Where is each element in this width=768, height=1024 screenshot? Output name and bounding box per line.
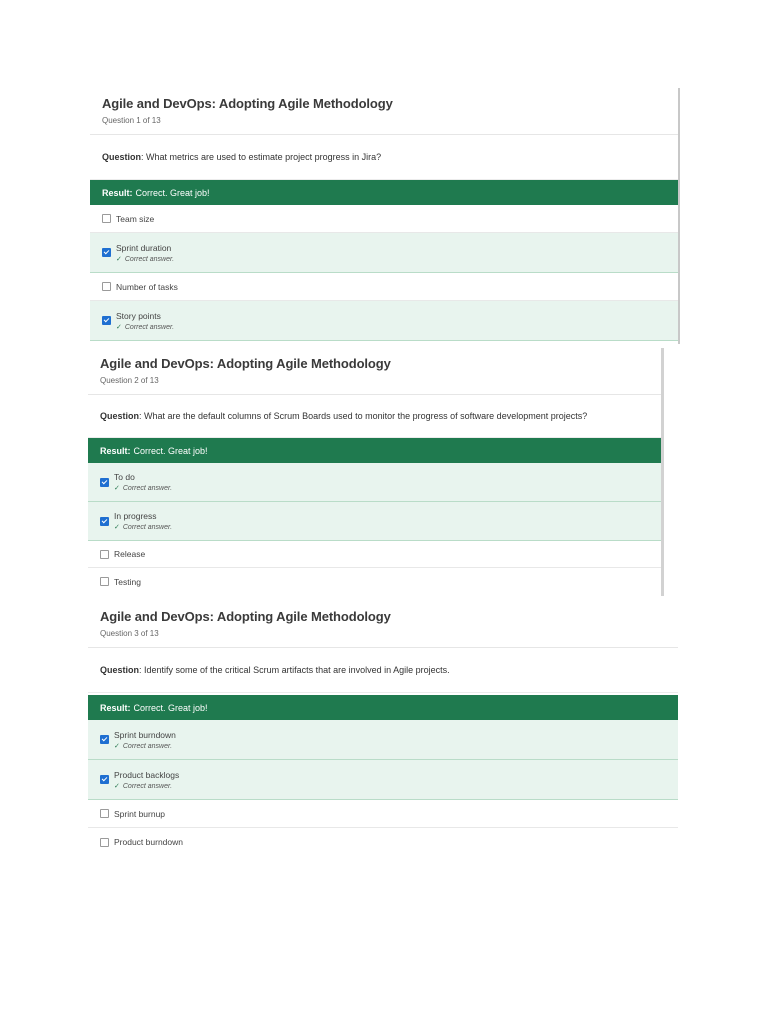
correct-answer-note: ✓ Correct answer. xyxy=(114,485,173,492)
option-label: Number of tasks xyxy=(116,281,178,292)
correct-answer-note: ✓ Correct answer. xyxy=(116,323,175,331)
option-label: Product backlogs xyxy=(114,769,180,780)
checkbox-icon[interactable] xyxy=(100,838,109,847)
answer-option[interactable] xyxy=(88,541,661,568)
question-counter: Question 1 of 13 xyxy=(102,116,161,125)
correct-answer-note: ✓ Correct answer. xyxy=(114,782,173,790)
checkbox-icon[interactable] xyxy=(102,282,111,291)
question-counter: Question 3 of 13 xyxy=(100,629,159,638)
checkbox-icon[interactable] xyxy=(102,248,111,257)
quiz-card-3 xyxy=(88,601,678,858)
card-header xyxy=(88,601,678,648)
result-banner xyxy=(88,438,661,463)
result-label: Result: xyxy=(100,445,131,456)
checkbox-icon[interactable] xyxy=(100,517,109,526)
answer-option[interactable] xyxy=(88,800,678,828)
result-label: Result: xyxy=(100,702,131,713)
option-label: Sprint burnup xyxy=(114,808,166,819)
option-label: Story points xyxy=(116,310,161,321)
option-label: To do xyxy=(114,472,135,482)
check-mark-icon: ✓ xyxy=(114,782,120,790)
option-label: Sprint burndown xyxy=(114,729,176,740)
result-text: Correct. Great job! xyxy=(133,445,208,456)
check-mark-icon: ✓ xyxy=(114,485,120,492)
result-label: Result: xyxy=(102,187,133,198)
answer-option[interactable] xyxy=(88,760,678,800)
checkbox-icon[interactable] xyxy=(100,550,109,559)
result-banner xyxy=(90,180,678,205)
question-text: : What metrics are used to estimate project progress in Jira? xyxy=(141,152,382,162)
checkbox-icon[interactable] xyxy=(100,809,109,818)
option-label: Release xyxy=(114,549,146,559)
quiz-card-2 xyxy=(88,348,664,596)
answer-option[interactable] xyxy=(90,205,678,233)
checkbox-icon[interactable] xyxy=(100,577,109,586)
correct-answer-note: ✓ Correct answer. xyxy=(114,524,173,531)
answer-option[interactable] xyxy=(88,720,678,760)
checkbox-icon[interactable] xyxy=(100,735,109,744)
question-label: Question xyxy=(100,411,140,421)
checkbox-icon[interactable] xyxy=(102,316,111,325)
answer-option[interactable] xyxy=(88,502,661,541)
question-row xyxy=(90,135,678,180)
option-label: Team size xyxy=(116,213,155,224)
option-label: In progress xyxy=(114,511,157,521)
answer-option[interactable] xyxy=(88,463,661,502)
result-text: Correct. Great job! xyxy=(133,702,208,713)
card-header xyxy=(90,88,678,135)
check-mark-icon: ✓ xyxy=(116,255,122,263)
question-row xyxy=(88,395,661,438)
card-header xyxy=(88,348,661,395)
question-text: : Identify some of the critical Scrum artifacts that are involved in Agile projects. xyxy=(139,665,450,675)
quiz-card-1 xyxy=(90,88,680,344)
answer-option[interactable] xyxy=(88,568,661,595)
answer-option[interactable] xyxy=(90,273,678,301)
correct-answer-note: ✓ Correct answer. xyxy=(114,742,173,750)
check-mark-icon: ✓ xyxy=(114,742,120,750)
question-label: Question xyxy=(100,665,140,675)
option-label: Testing xyxy=(114,576,141,587)
quiz-title: Agile and DevOps: Adopting Agile Methodology xyxy=(100,356,391,371)
checkbox-icon[interactable] xyxy=(100,478,109,487)
result-banner xyxy=(88,695,678,720)
check-mark-icon: ✓ xyxy=(116,323,122,331)
quiz-title: Agile and DevOps: Adopting Agile Methodology xyxy=(100,609,391,624)
question-label: Question xyxy=(102,152,142,162)
question-row xyxy=(88,648,678,693)
checkbox-icon[interactable] xyxy=(100,775,109,784)
quiz-title: Agile and DevOps: Adopting Agile Methodology xyxy=(102,96,393,111)
check-mark-icon: ✓ xyxy=(114,524,120,531)
question-counter: Question 2 of 13 xyxy=(100,376,159,385)
correct-answer-note: ✓ Correct answer. xyxy=(116,255,175,263)
checkbox-icon[interactable] xyxy=(102,214,111,223)
answer-option[interactable] xyxy=(90,301,678,341)
answer-option[interactable] xyxy=(90,233,678,273)
result-text: Correct. Great job! xyxy=(135,187,210,198)
option-label: Product burndown xyxy=(114,837,183,847)
answer-option[interactable] xyxy=(88,828,678,856)
question-text: : What are the default columns of Scrum Boards used to monitor the progress of software development projects? xyxy=(139,411,588,421)
option-label: Sprint duration xyxy=(116,242,172,253)
